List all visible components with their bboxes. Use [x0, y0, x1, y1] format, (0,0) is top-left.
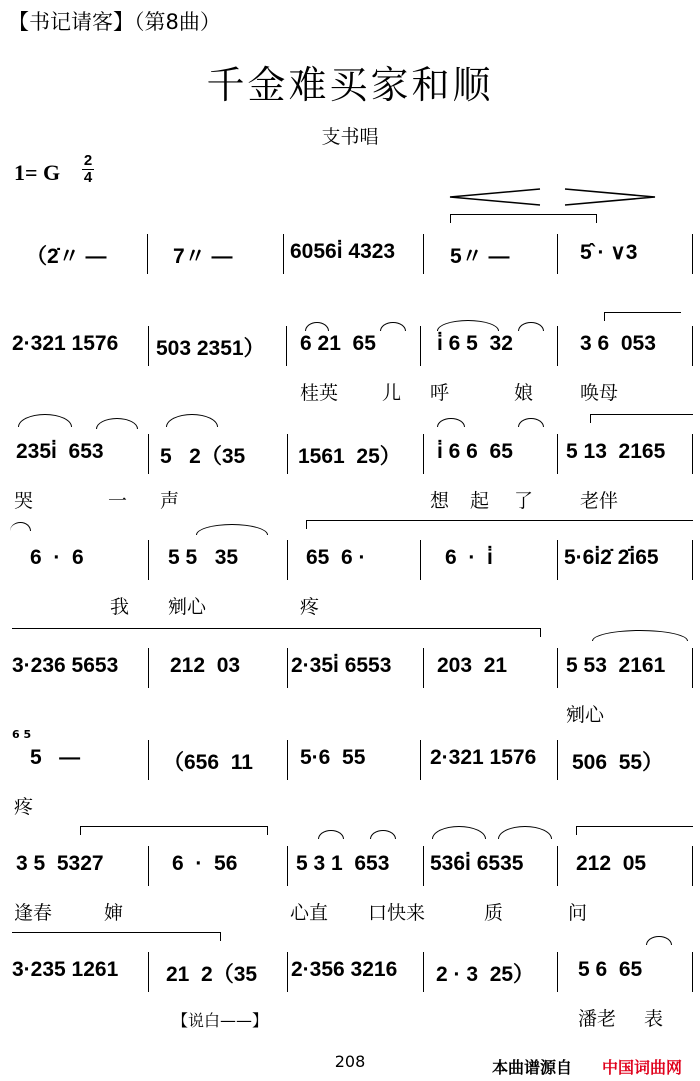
key-signature: 1= G: [14, 160, 61, 185]
lyric: 声: [160, 490, 180, 512]
song-title: 千金难买家和顺: [206, 63, 494, 107]
measure: 5 6 65: [578, 958, 643, 981]
measure: 2 · 3 25）: [436, 963, 535, 986]
time-sig-bottom: 4: [83, 169, 93, 186]
measure: 5〃 —: [450, 245, 510, 268]
measure: 2·321 1576: [12, 332, 119, 355]
measure: 5 —: [30, 746, 81, 769]
lyric: 心直: [290, 902, 329, 924]
measure: 6 · 6: [30, 546, 84, 569]
measure: 5 2（35: [160, 445, 246, 468]
measure: 5 3 1 653: [296, 852, 390, 875]
page-number: 208: [334, 1052, 366, 1071]
lyric: 潘老: [578, 1008, 617, 1030]
lyric: 口快来: [368, 902, 426, 924]
measure: i̇ 6 6 65: [437, 440, 513, 463]
lyric: 疼: [14, 796, 34, 818]
measure: 3·236 5653: [12, 654, 119, 677]
lyric: 娘: [514, 382, 534, 404]
measure: 5 5 35: [168, 546, 239, 569]
measure: 6 · i̇: [445, 546, 493, 569]
lyric: 儿: [382, 382, 402, 404]
dynamics-marks: [440, 186, 660, 208]
time-sig-top: 2: [83, 152, 93, 169]
measure: 212 03: [170, 654, 241, 677]
lyric: 剜心: [566, 704, 605, 726]
lyric: 老伴: [580, 490, 619, 512]
lyric: 桂英: [300, 382, 339, 404]
speech-note: 【说白——】: [172, 1011, 269, 1030]
lyric: 问: [568, 902, 588, 924]
measure: 536i̇ 6535: [430, 852, 524, 875]
measure: 5·6 55: [300, 746, 366, 769]
lyric: 我: [110, 596, 130, 618]
lyric: 疼: [300, 596, 320, 618]
measure: 21 2（35: [166, 963, 258, 986]
source-credit: 本曲谱源自: [492, 1058, 573, 1077]
measure: 2·356 3216: [291, 958, 398, 981]
measure: 235i̇ 653: [16, 440, 104, 463]
lyric: 哭: [14, 490, 34, 512]
measure: 7〃 —: [173, 245, 233, 268]
measure: 5 53 2161: [566, 654, 666, 677]
lyric: 一: [108, 490, 128, 512]
measure: 1561 25）: [298, 445, 401, 468]
section-header: 【书记请客】（第8曲）: [8, 10, 221, 34]
measure: 2·35i̇ 6553: [291, 654, 392, 677]
time-signature: [82, 153, 94, 186]
lyric: 想: [430, 490, 450, 512]
measure: 5·6i̇2̇ 2̇i̇65: [564, 546, 659, 569]
lyric: 唤母: [580, 382, 619, 404]
site-watermark[interactable]: 中国词曲网: [602, 1058, 683, 1077]
measure: 506 55）: [572, 751, 664, 774]
measure: 503 2351）: [156, 337, 265, 360]
measure: 5̂ · ∨3: [580, 241, 638, 264]
measure: 6 21 65: [300, 332, 376, 355]
grace-notes: 6 5: [12, 728, 32, 741]
measure: 203 21: [437, 654, 508, 677]
measure: 5 13 2165: [566, 440, 666, 463]
measure: 6056i̇ 4323: [290, 240, 396, 263]
measure: 212 05: [576, 852, 647, 875]
lyric: 质: [484, 902, 504, 924]
measure: 3·235 1261: [12, 958, 119, 981]
measure: i̇ 6 5 32: [437, 332, 513, 355]
measure: 3 6 053: [580, 332, 656, 355]
lyric: 剜心: [168, 596, 207, 618]
lyric: 逢春: [14, 902, 53, 924]
measure: 2·321 1576: [430, 746, 537, 769]
measure: （2̇〃 —: [26, 245, 107, 268]
measure: （656 11: [163, 751, 253, 774]
measure: 3 5 5327: [16, 852, 104, 875]
lyric: 呼: [430, 382, 450, 404]
lyric: 婶: [104, 902, 124, 924]
lyric: 表: [644, 1008, 664, 1030]
lyric: 了: [514, 490, 534, 512]
measure: 6 · 56: [172, 852, 238, 875]
lyric: 起: [470, 490, 490, 512]
performer-note: 支书唱: [321, 126, 379, 148]
measure: 65 6 ·: [306, 546, 366, 569]
